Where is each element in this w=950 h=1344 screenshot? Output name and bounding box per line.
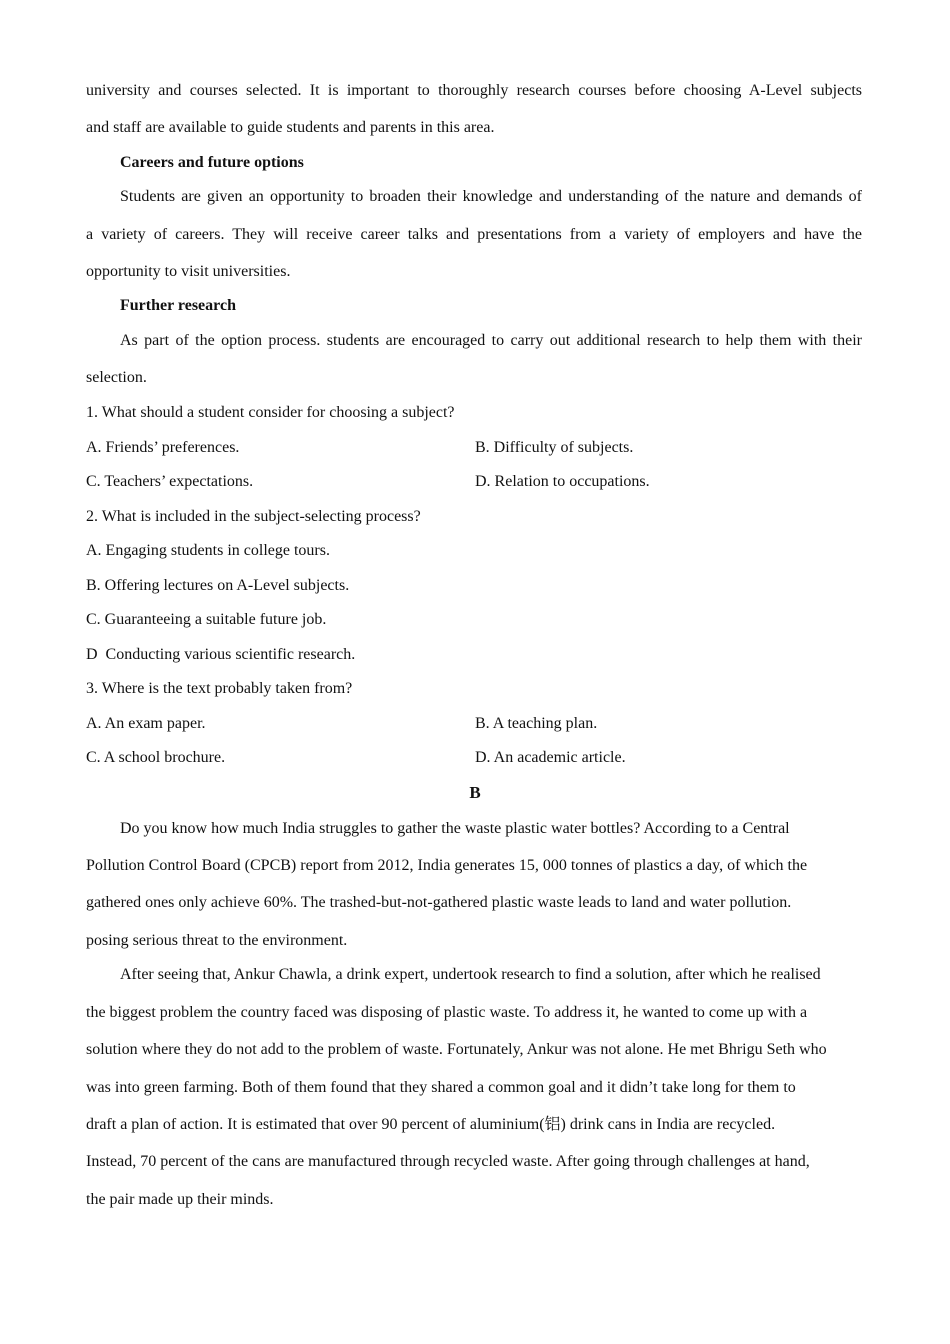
paragraph-line: Students are given an opportunity to broaden their knowledge and understanding of the nature and demands of	[120, 188, 862, 205]
paragraph-line: selection.	[86, 369, 147, 386]
paragraph-line: the biggest problem the country faced was disposing of plastic waste. To address it, he wanted to come up with a	[86, 1004, 808, 1021]
paragraph-line: the pair made up their minds.	[86, 1191, 274, 1208]
question-3-option-a: A. An exam paper.	[86, 715, 206, 732]
question-3-stem: 3. Where is the text probably taken from?	[86, 680, 353, 697]
section-heading-careers: Careers and future options	[120, 154, 304, 171]
paragraph-line: Instead, 70 percent of the cans are manufactured through recycled waste. After going through challenges at hand,	[86, 1153, 810, 1170]
paragraph-line: university and courses selected. It is important to thoroughly research courses before choosing A-Level subjects	[86, 82, 862, 99]
question-1-option-b: B. Difficulty of subjects.	[475, 439, 634, 456]
paragraph-line: After seeing that, Ankur Chawla, a drink expert, undertook research to find a solution, after which he realised	[120, 966, 821, 983]
question-2-option-d: D Conducting various scientific research.	[86, 646, 356, 663]
paragraph-line: draft a plan of action. It is estimated that over 90 percent of aluminium(铝) drink cans in India are recycled.	[86, 1116, 776, 1133]
paragraph-line: Do you know how much India struggles to gather the waste plastic water bottles? According to a Central	[120, 820, 790, 837]
paragraph-line: posing serious threat to the environment.	[86, 932, 348, 949]
question-1-stem: 1. What should a student consider for choosing a subject?	[86, 404, 455, 421]
question-2-option-a: A. Engaging students in college tours.	[86, 542, 330, 559]
paragraph-line: and staff are available to guide students and parents in this area.	[86, 119, 495, 136]
paragraph-line: Pollution Control Board (CPCB) report from 2012, India generates 15, 000 tonnes of plastics a day, of which the	[86, 857, 808, 874]
question-2-stem: 2. What is included in the subject-selecting process?	[86, 508, 421, 525]
paragraph-line: opportunity to visit universities.	[86, 263, 291, 280]
question-3-option-d: D. An academic article.	[475, 749, 626, 766]
section-heading-research: Further research	[120, 297, 236, 314]
question-1-option-d: D. Relation to occupations.	[475, 473, 650, 490]
question-1-option-c: C. Teachers’ expectations.	[86, 473, 254, 490]
question-2-option-c: C. Guaranteeing a suitable future job.	[86, 611, 327, 628]
passage-b-heading: B	[469, 783, 481, 802]
question-3-option-c: C. A school brochure.	[86, 749, 226, 766]
question-1-option-a: A. Friends’ preferences.	[86, 439, 240, 456]
paragraph-line: gathered ones only achieve 60%. The trashed-but-not-gathered plastic waste leads to land and water pollution.	[86, 894, 792, 911]
question-2-option-b: B. Offering lectures on A-Level subjects.	[86, 577, 350, 594]
paragraph-line: a variety of careers. They will receive career talks and presentations from a variety of employers and have the	[86, 226, 862, 243]
question-3-option-b: B. A teaching plan.	[475, 715, 598, 732]
paragraph-line: As part of the option process. students are encouraged to carry out additional research to help them with their	[120, 332, 862, 349]
paragraph-line: was into green farming. Both of them found that they shared a common goal and it didn’t take long for them to	[86, 1079, 796, 1096]
paragraph-line: solution where they do not add to the problem of waste. Fortunately, Ankur was not alone. He met Bhrigu Seth who	[86, 1041, 827, 1058]
